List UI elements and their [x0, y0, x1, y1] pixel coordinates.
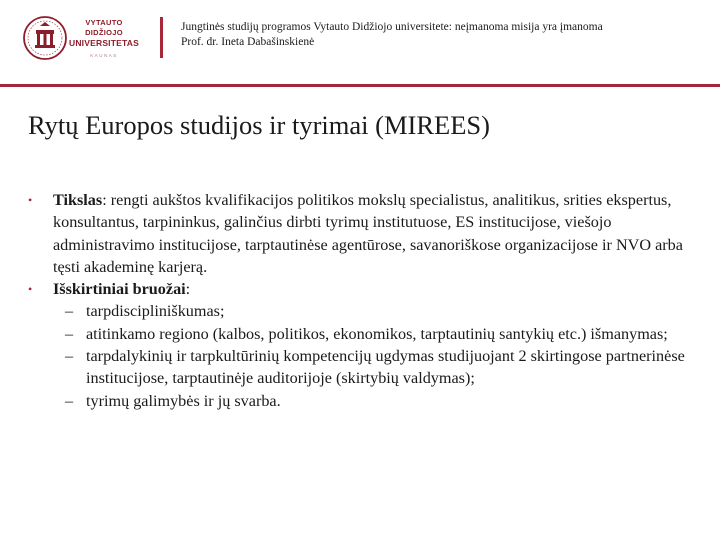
bullet-features: [28, 278, 688, 300]
bullet-icon: •: [28, 282, 33, 297]
bullet-icon: •: [28, 193, 33, 207]
dash-icon: –: [65, 347, 74, 366]
sub-item: [28, 323, 688, 345]
bullet-label: Išskirtiniai bruožai: [53, 280, 186, 299]
sub-item: [28, 300, 688, 322]
header-divider: [160, 17, 163, 58]
slide-title: Rytų Europos studijos ir tyrimai (MIREES): [28, 110, 490, 140]
slide-content: [28, 189, 688, 412]
sub-item: [28, 390, 688, 412]
dash-icon: –: [65, 302, 74, 321]
university-logo: [22, 14, 140, 62]
bullet-label: Tikslas: [53, 191, 103, 209]
bullet-goal: [28, 189, 688, 278]
bullet-text: :: [185, 280, 191, 299]
sub-item-text: tarpdiscipliniškumas;: [86, 302, 225, 321]
dash-icon: –: [65, 324, 74, 343]
sub-item: [28, 345, 688, 390]
slide-header: [181, 20, 603, 50]
bullet-text: : rengti aukštos kvalifikacijos politikos mokslų specialistus, analitikus, srities ekspertus, konsultantus, tarpininkus, galinčius dirbti tyrimų institutuose, ES institucijose, viešojo administravimo institucijose, tarptautinėse agentūrose, savanoriškose organizacijose ir NVO arba tęsti akademinę karjerą.: [53, 191, 683, 276]
sub-item-text: atitinkamo regiono (kalbos, politikos, ekonomikos, tarptautinių santykių etc.) išmanymas;: [86, 324, 668, 343]
sub-item-text: tarpdalykinių ir tarpkultūrinių kompetencijų ugdymas studijuojant 2 skirtingose partnerinėse institucijose, tarptautinėje auditorijoje (skirtybių valdymas);: [86, 347, 685, 388]
logo-line-2: UNIVERSITETAS: [69, 38, 139, 48]
header-program-title: Jungtinės studijų programos Vytauto Didžiojo universitete: neįmanoma misija yra įmanoma: [181, 21, 603, 33]
university-seal-icon: [22, 14, 68, 62]
header-rule: [0, 84, 720, 87]
logo-line-1: VYTAUTO DIDŽIOJO: [85, 18, 123, 37]
header-author: Prof. dr. Ineta Dabašinskienė: [181, 36, 315, 48]
logo-line-3: KAUNAS: [90, 53, 118, 58]
sub-item-text: tyrimų galimybės ir jų svarba.: [86, 391, 281, 410]
dash-icon: –: [65, 391, 74, 410]
